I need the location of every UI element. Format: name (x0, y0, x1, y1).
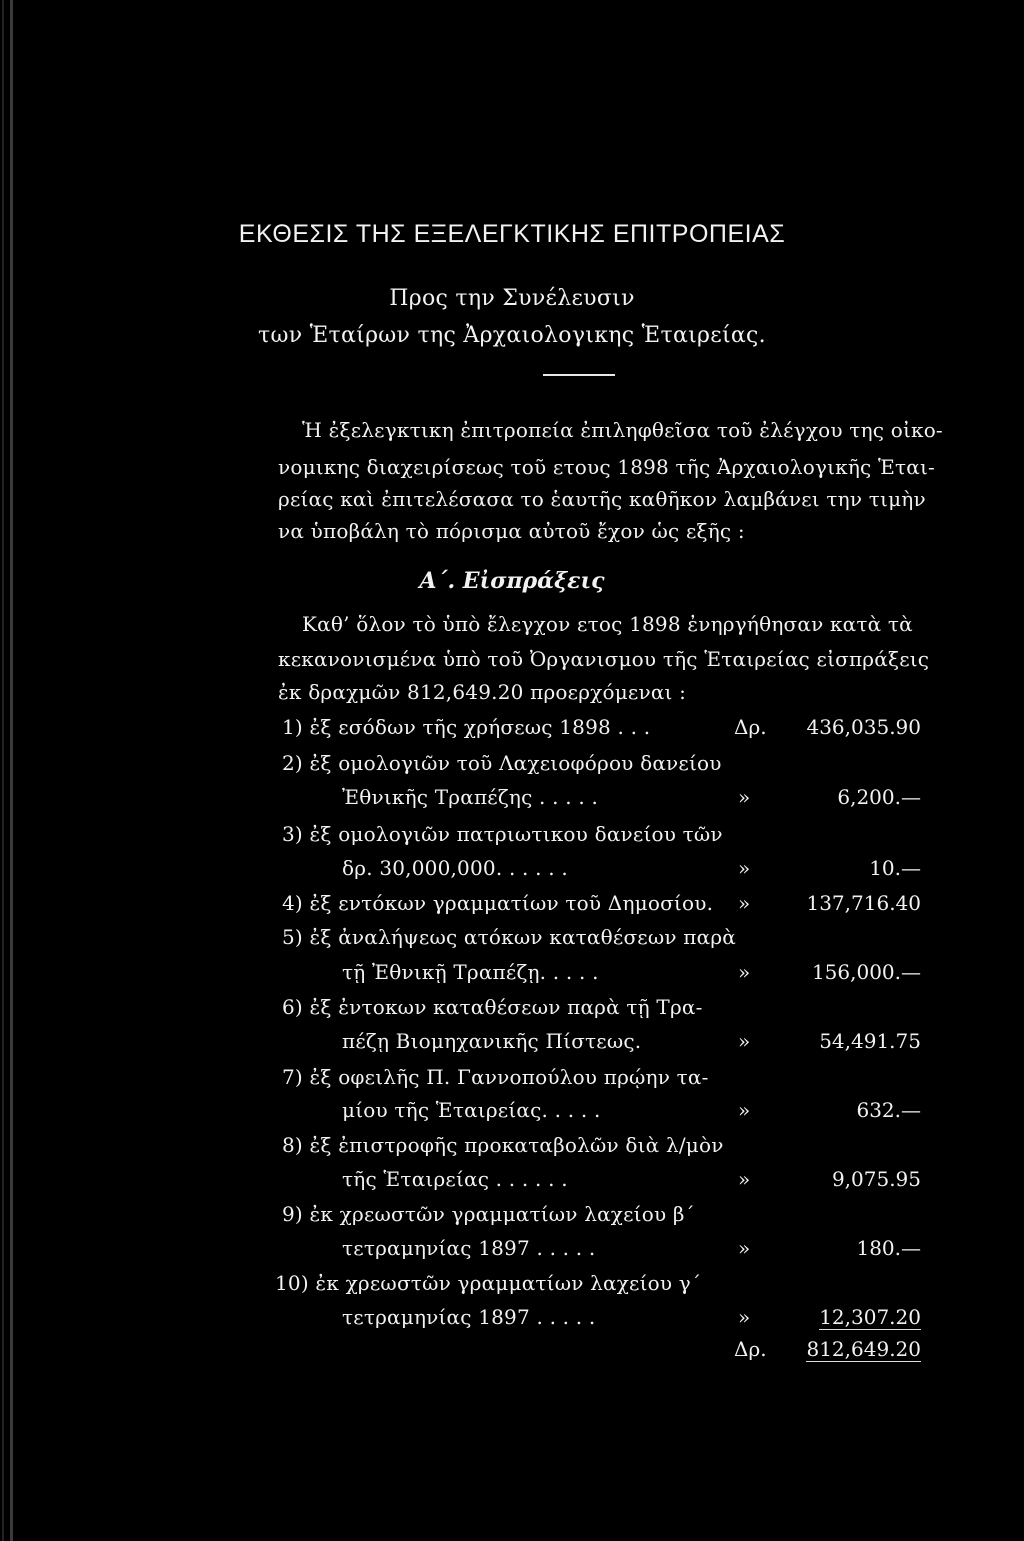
document-title: ΕΚΘΕΣΙΣ ΤΗΣ ΕΞΕΛΕΓΚΤΙΚΗΣ ΕΠΙΤΡΟΠΕΙΑΣ (238, 220, 786, 248)
ditto-mark: » (738, 1029, 751, 1053)
income-item-line: 6) ἐξ ἐντοκων καταθέσεων παρὰ τῇ Τρα- (282, 995, 703, 1019)
addressee-line-1: Προς την Συνέλευσιν (389, 286, 635, 311)
ditto-mark: » (738, 785, 751, 809)
income-item-line: 7) ἐξ οφειλῆς Π. Γαννοπούλου πρῴην τα- (282, 1065, 709, 1089)
income-amount: 156,000.— (811, 960, 921, 984)
income-item-line: 2) ἐξ ομολογιῶν τοῦ Λαχειοφόρου δανείου (282, 751, 722, 775)
income-amount: 6,200.— (837, 785, 921, 809)
ditto-mark: » (738, 1236, 751, 1260)
income-item-line: τῇ Ἐθνικῇ Τραπέζῃ. . . . . (342, 960, 599, 984)
ditto-mark: » (738, 1305, 751, 1329)
income-amount: 137,716.40 (806, 891, 921, 915)
total-amount: 812,649.20 (806, 1337, 921, 1361)
income-amount: 54,491.75 (819, 1029, 921, 1053)
currency-label: Δρ. (734, 715, 767, 739)
income-amount: 180.— (856, 1236, 921, 1260)
income-amount: 436,035.90 (806, 715, 921, 739)
section-heading: Α΄. Εἰσπράξεις (419, 568, 605, 594)
section-intro-line: Καθ’ ὅλον τὸ ὑπὸ ἔλεγχον ετος 1898 ἐνηργήθησαν κατὰ τὰ (302, 612, 913, 636)
income-item-line: μίου τῆς Ἑταιρείας. . . . . (342, 1098, 601, 1122)
intro-line: ρείας καὶ ἐπιτελέσασα το ἑαυτῆς καθῆκον λαμβάνει την τιμὴν (278, 487, 926, 511)
separator-rule (543, 374, 615, 376)
income-item-line: 10) ἐκ χρεωστῶν γραμματίων λαχείου γ΄ (275, 1271, 702, 1295)
section-intro-line: κεκανονισμένα ὑπὸ τοῦ Ὀργανισμου τῆς Ἑταιρείας εἰσπράξεις (278, 647, 930, 671)
ditto-mark: » (738, 960, 751, 984)
income-item-line: τετραμηνίας 1897 . . . . . (342, 1305, 596, 1329)
income-item-line: 1) ἐξ εσόδων τῆς χρήσεως 1898 . . . (282, 715, 651, 739)
total-currency-label: Δρ. (734, 1337, 767, 1361)
intro-line: νομικης διαχειρίσεως τοῦ ετους 1898 τῆς Ἀρχαιολογικῆς Ἑται- (278, 455, 935, 479)
income-item-line: Ἐθνικῆς Τραπέζης . . . . . (342, 785, 599, 809)
income-amount: 12,307.20 (819, 1305, 921, 1329)
income-item-line: τῆς Ἑταιρείας . . . . . . (342, 1167, 568, 1191)
income-item-line: 9) ἐκ χρεωστῶν γραμματίων λαχείου β΄ (282, 1202, 695, 1226)
income-item-line: 3) ἐξ ομολογιῶν πατριωτικου δανείου τῶν (282, 822, 723, 846)
ditto-mark: » (738, 1167, 751, 1191)
income-item-line: πέζῃ Βιομηχανικῆς Πίστεως. (342, 1029, 642, 1053)
section-intro-line: ἐκ δραχμῶν 812,649.20 προερχόμεναι : (278, 680, 687, 704)
intro-line: Ἡ ἐξελεγκτικη ἐπιτροπεία ἐπιληφθεῖσα τοῦ ἐλέγχου της οἰκο- (302, 418, 943, 442)
income-item-line: δρ. 30,000,000. . . . . . (342, 856, 568, 880)
ditto-mark: » (738, 856, 751, 880)
ditto-mark: » (738, 891, 751, 915)
income-item-line: 5) ἐξ ἀναλήψεως ατόκων καταθέσεων παρὰ (282, 925, 736, 949)
income-item-line: τετραμηνίας 1897 . . . . . (342, 1236, 596, 1260)
addressee-line-2: των Ἑταίρων της Ἀρχαιολογικης Ἑταιρείας. (258, 323, 766, 348)
intro-line: να ὑποβάλη τὸ πόρισμα αὐτοῦ ἔχον ὡς εξῆς : (278, 519, 745, 543)
income-amount: 632.— (856, 1098, 921, 1122)
income-item-line: 8) ἐξ ἐπιστροφῆς προκαταβολῶν διὰ λ/μὸν (282, 1133, 724, 1157)
income-item-line: 4) ἐξ εντόκων γραμματίων τοῦ Δημοσίου. (282, 891, 714, 915)
ditto-mark: » (738, 1098, 751, 1122)
income-amount: 10.— (869, 856, 921, 880)
income-amount: 9,075.95 (831, 1167, 921, 1191)
